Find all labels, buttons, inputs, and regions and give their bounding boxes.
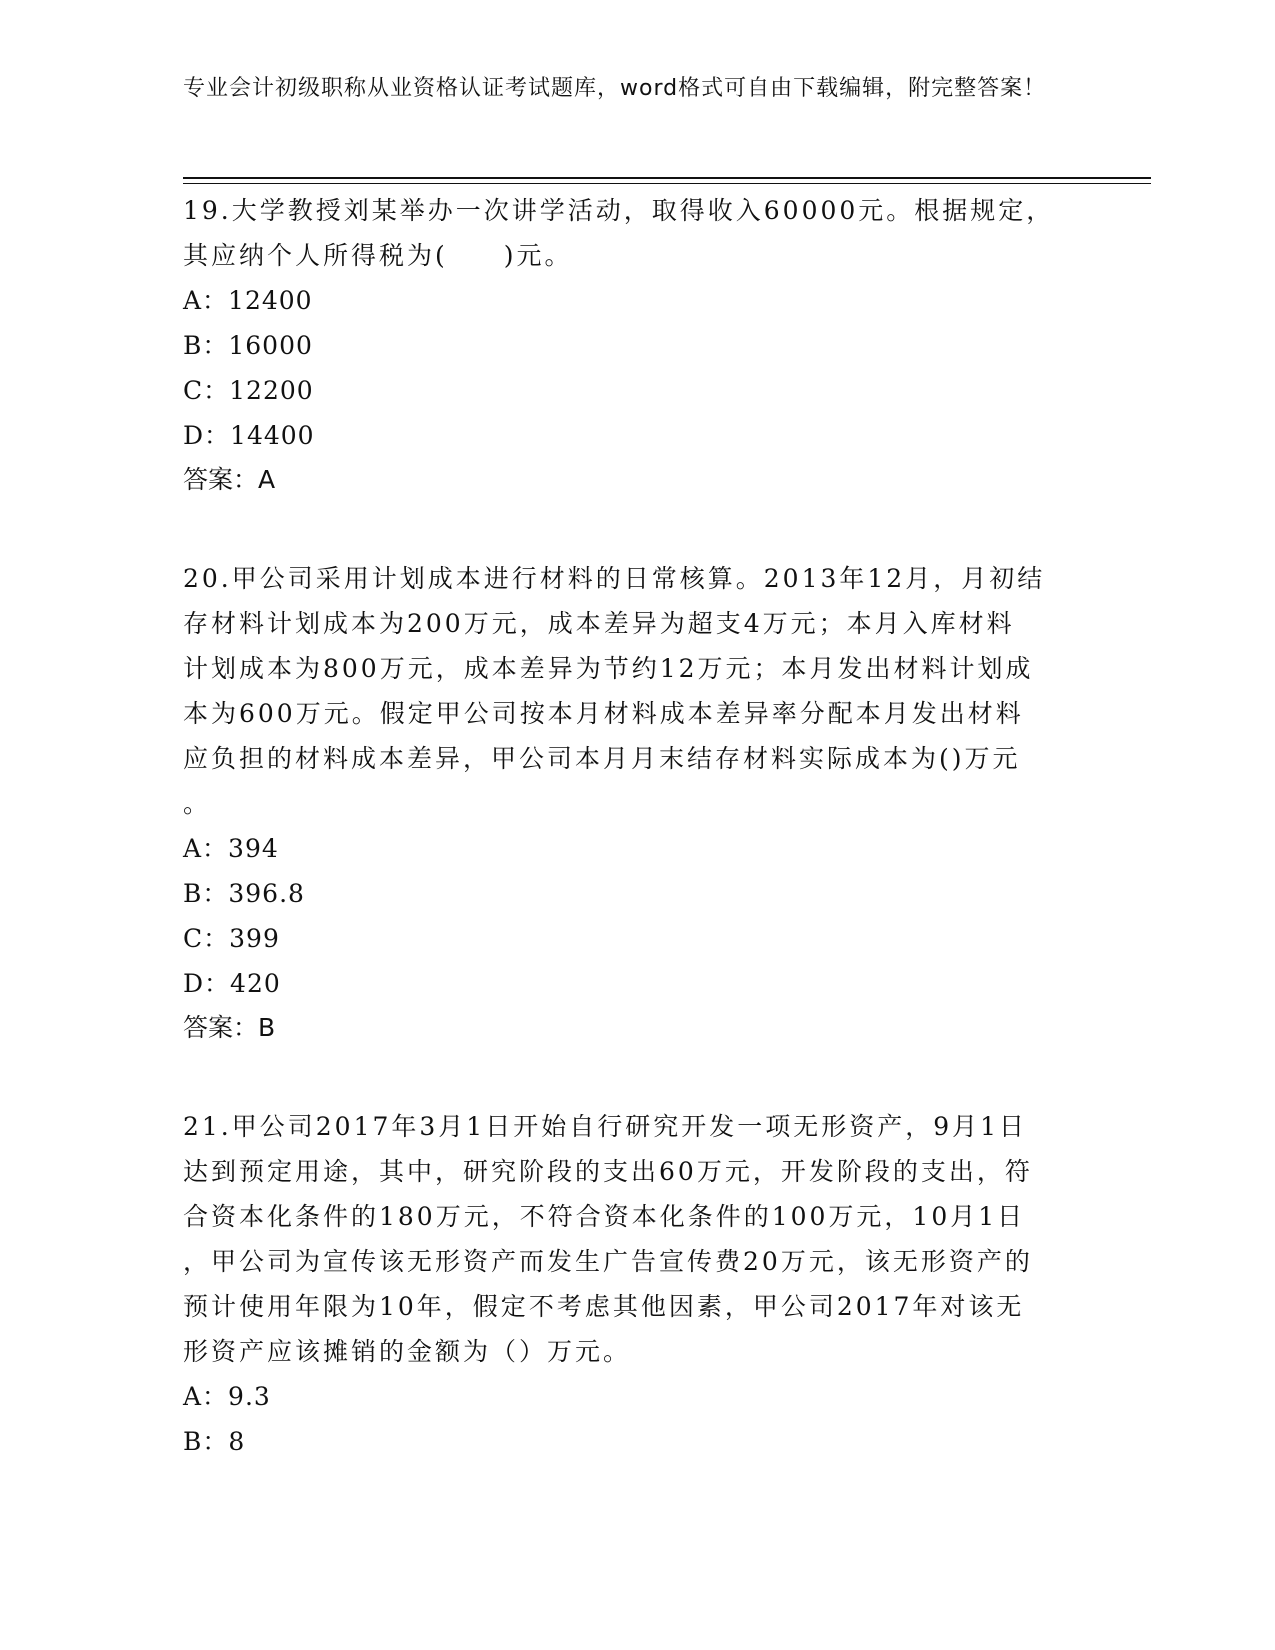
option-c: C：12200 [183,376,314,405]
header-divider-thin [183,183,1151,184]
question-stem-line: 计划成本为800万元，成本差异为节约12万元；本月发出材料计划成 [183,654,1034,683]
question-20 [183,556,1083,1050]
question-stem-line: 其应纳个人所得税为( )元。 [183,241,573,270]
option-b: B：396.8 [183,879,305,908]
question-stem-line: 应负担的材料成本差异，甲公司本月月末结存材料实际成本为()万元 [183,744,1021,773]
question-stem-line: 达到预定用途，其中，研究阶段的支出60万元，开发阶段的支出，符 [183,1157,1033,1186]
question-stem-line: 形资产应该摊销的金额为（）万元。 [183,1337,632,1366]
question-stem-line: 预计使用年限为10年，假定不考虑其他因素，甲公司2017年对该无 [183,1292,1025,1321]
question-19 [183,188,1083,502]
question-stem-line: 20.甲公司采用计划成本进行材料的日常核算。2013年12月，月初结 [183,564,1046,593]
option-a: A：12400 [183,286,313,315]
answer-line: 答案：B [183,1013,276,1042]
option-d: D：14400 [183,421,315,450]
question-stem-line: 。 [183,789,212,818]
question-21 [183,1104,1083,1464]
answer-line: 答案：A [183,465,276,494]
option-a: A：9.3 [183,1382,271,1411]
option-b: B：16000 [183,331,313,360]
question-list [183,188,1083,1464]
option-c: C：399 [183,924,280,953]
question-stem-line: 21.甲公司2017年3月1日开始自行研究开发一项无形资产，9月1日 [183,1112,1028,1141]
option-a: A：394 [183,834,279,863]
question-stem-line: 19.大学教授刘某举办一次讲学活动，取得收入60000元。根据规定， [183,196,1055,225]
option-b: B：8 [183,1427,246,1456]
question-spacer [183,1050,1083,1104]
question-stem-line: 存材料计划成本为200万元，成本差异为超支4万元；本月入库材料 [183,609,1015,638]
question-stem-line: 合资本化条件的180万元，不符合资本化条件的100万元，10月1日 [183,1202,1026,1231]
option-d: D：420 [183,969,281,998]
question-spacer [183,502,1083,556]
document-header: 专业会计初级职称从业资格认证考试题库，word格式可自由下载编辑，附完整答案！ [183,76,1047,101]
question-stem-line: ，甲公司为宣传该无形资产而发生广告宣传费20万元，该无形资产的 [183,1247,1033,1276]
question-stem-line: 本为600万元。假定甲公司按本月材料成本差异率分配本月发出材料 [183,699,1024,728]
header-divider-thick [183,177,1151,179]
